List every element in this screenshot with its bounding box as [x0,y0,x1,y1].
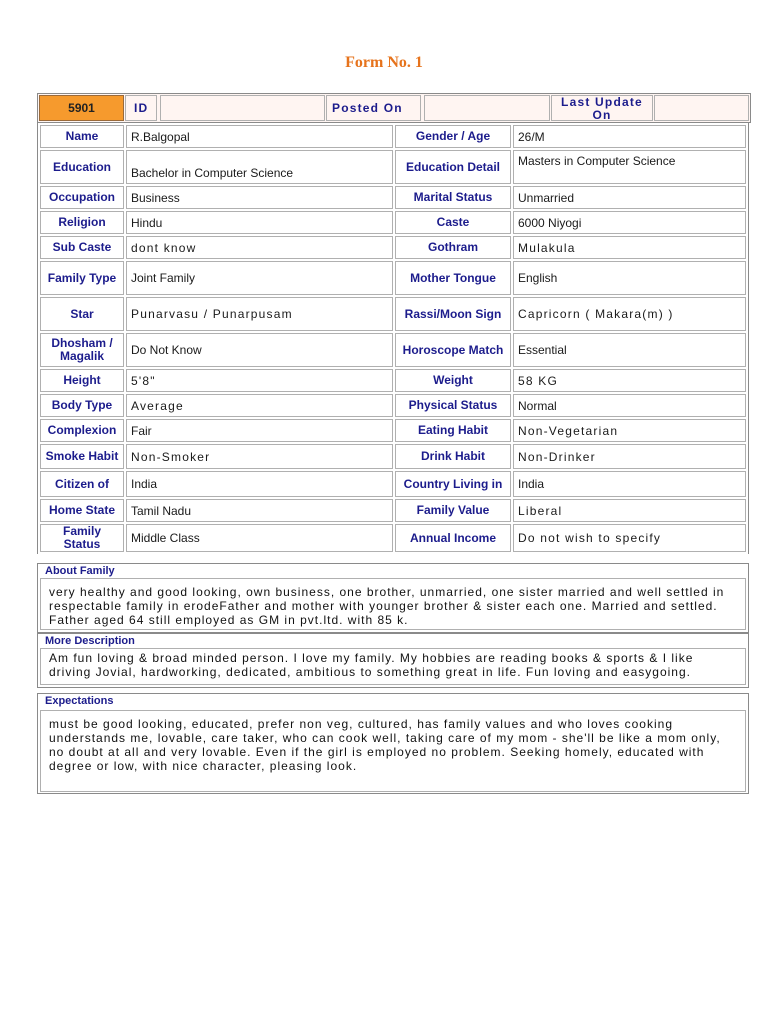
field-value: Business [126,186,393,209]
field-value: Do not wish to specify [513,524,746,552]
field-value: Average [126,394,393,417]
field-label: Smoke Habit [40,444,124,469]
field-value: India [126,471,393,497]
detail-row [40,333,746,367]
profile-number: 5901 [39,95,124,121]
detail-row [40,471,746,497]
field-label: Drink Habit [395,444,511,469]
field-label: Family Status [40,524,124,552]
detail-row [40,394,746,417]
about-family-text: very healthy and good looking, own business, one brother, unmarried, one sister married and well settled in respectable family in erodeFather and mother with younger brother & sister each one. Married and settled. Father aged 64 still employed as GM in pvt.ltd. with 85 k. [40,578,746,630]
field-label: Marital Status [395,186,511,209]
field-value: Punarvasu / Punarpusam [126,297,393,331]
profile-details-table [37,123,749,554]
about-family-section [37,563,749,633]
field-label: Occupation [40,186,124,209]
detail-row [40,125,746,148]
field-label: Name [40,125,124,148]
field-label: Religion [40,211,124,234]
field-label: Sub Caste [40,236,124,259]
field-value: Non-Vegetarian [513,419,746,442]
field-value: R.Balgopal [126,125,393,148]
field-value: 26/M [513,125,746,148]
about-family-heading: About Family [45,565,115,577]
field-label: Height [40,369,124,392]
field-label: Family Type [40,261,124,295]
field-value: Middle Class [126,524,393,552]
detail-row [40,499,746,522]
field-value: Non-Smoker [126,444,393,469]
field-label: Gothram [395,236,511,259]
field-value: Unmarried [513,186,746,209]
detail-row [40,297,746,331]
field-label: Annual Income [395,524,511,552]
field-value: Joint Family [126,261,393,295]
field-label: Physical Status [395,394,511,417]
detail-row [40,369,746,392]
field-value: India [513,471,746,497]
field-value: Bachelor in Computer Science [126,150,393,184]
field-label: Country Living in [395,471,511,497]
form-title: Form No. 1 [345,54,423,71]
field-label: Star [40,297,124,331]
detail-row [40,524,746,552]
field-value: English [513,261,746,295]
field-label: Dhosham / Magalik [40,333,124,367]
detail-row [40,211,746,234]
detail-row [40,150,746,184]
expectations-text: must be good looking, educated, prefer non veg, cultured, has family values and who loves cooking understands me, lovable, care taker, who can cook well, taking care of my mom - she'll be like a mom only, no doubt at all and very lovable. Even if the girl is employed no problem. Seeking homely, educated with degree or low, with nice character, pleasing look. [40,710,746,792]
expectations-section [37,693,749,794]
field-label: Rassi/Moon Sign [395,297,511,331]
expectations-heading: Expectations [45,695,114,707]
field-label: Caste [395,211,511,234]
field-value: Hindu [126,211,393,234]
id-label: ID [125,95,157,121]
field-label: Horoscope Match [395,333,511,367]
detail-row [40,444,746,469]
last-update-label: Last Update On [551,95,653,121]
more-description-section [37,633,749,688]
field-label: Body Type [40,394,124,417]
field-label: Mother Tongue [395,261,511,295]
field-label: Eating Habit [395,419,511,442]
field-value: Do Not Know [126,333,393,367]
id-value [160,95,325,121]
field-label: Family Value [395,499,511,522]
field-value: Non-Drinker [513,444,746,469]
field-label: Citizen of [40,471,124,497]
field-label: Education Detail [395,150,511,184]
field-value: Capricorn ( Makara(m) ) [513,297,746,331]
field-value: dont know [126,236,393,259]
detail-row [40,261,746,295]
field-value: Liberal [513,499,746,522]
more-description-text: Am fun loving & broad minded person. I love my family. My hobbies are reading books & sports & I like driving Jovial, hardworking, dedicated, ambitious to something great in life. Fun loving and easygoing. [40,648,746,685]
field-label: Education [40,150,124,184]
detail-row [40,419,746,442]
field-value: 58 KG [513,369,746,392]
id-header-strip [37,93,751,123]
field-label: Gender / Age [395,125,511,148]
posted-on-label: Posted On [326,95,421,121]
field-value: 6000 Niyogi [513,211,746,234]
detail-row [40,236,746,259]
field-label: Home State [40,499,124,522]
field-value: Fair [126,419,393,442]
field-value: Masters in Computer Science [513,150,746,184]
posted-on-value [424,95,550,121]
field-value: Essential [513,333,746,367]
more-description-heading: More Description [45,635,135,647]
field-value: Normal [513,394,746,417]
field-label: Complexion [40,419,124,442]
last-update-value [654,95,749,121]
field-value: Mulakula [513,236,746,259]
field-value: Tamil Nadu [126,499,393,522]
detail-row [40,186,746,209]
field-label: Weight [395,369,511,392]
field-value: 5'8" [126,369,393,392]
